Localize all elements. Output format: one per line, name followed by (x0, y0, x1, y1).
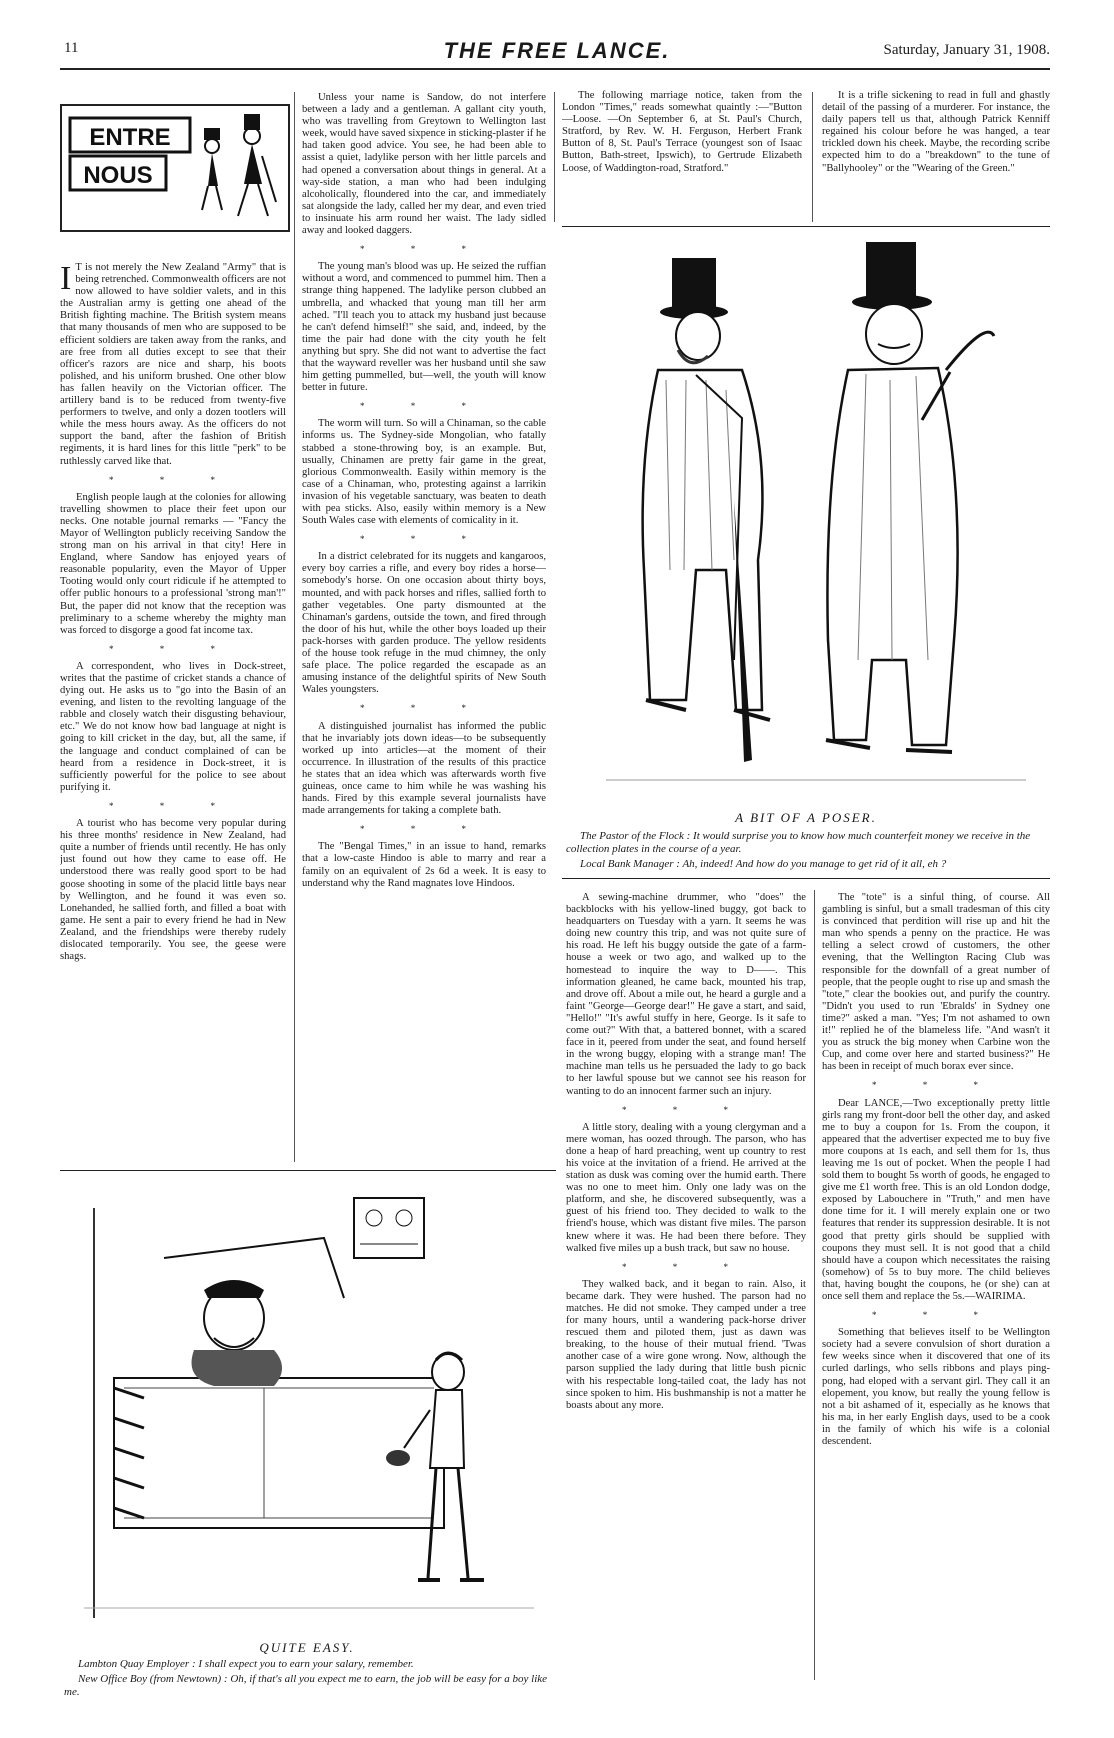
article-army-text: T is not merely the New Zealand "Army" that is being retrenched. Commonwealth officers are not now allowed to have soldier valets, and in this the Australian army is getting one ahead of the British fighting machine. The British system means that many thousands of men who are supposed to be efficient soldiers are taken away from the ranks, and are free from all duties except to see that their officer's razors are nice and sharp, his boots polished, and his uniform brushed. One other blow has fallen heavily on the Victorian officer. The artillery band is to be reduced from twenty-five performers to twelve, and only a dozen tootlers will while the mess hours away. As the officers do not support the band, after the fashion of British regiments, it is hard lines for this little "perk" to be ruthlessly carved like that. (60, 262, 286, 467)
article-journalist: A distinguished journalist has informed the public that he invariably jots down ideas—to be subsequently worked up into articles—at the moment of their occurrence. In illustration of the results of this practice he states that an idea which was afterwards worth five guineas, once came to him while he was washing his hands. Fired by this example several journalists have made arrangements for taking a complete bath. (302, 720, 546, 817)
cartoon-poser-title: A BIT OF A POSER. (735, 810, 877, 825)
separator-stars: * * * (360, 703, 488, 714)
section-rule (562, 226, 1050, 227)
poser-caption-line1: The Pastor of the Flock : It would surprise you to know how much counterfeit money we receive in the collection plates in the course of a year. (566, 830, 1031, 855)
entre-nous-illustration (62, 106, 284, 226)
article-clergyman: A little story, dealing with a young clergyman and a mere woman, has oozed through. The parson, who has done a heap of hard preaching, went up country to rest his voice at the invitation of a friend. He arrived at the station as dusk was coming over the humid earth. There was no one to meet him. Only one lady was on the platform, and she, he discovered subsequently, was a guest of his friend too. They decided to walk to the friend's house, which was distant five miles. The parson knew where it was. He had been there before. They walked five miles up a bush track, but saw no house. (566, 1121, 806, 1254)
page-number: 11 (64, 40, 79, 56)
separator-stars: * * * (622, 1104, 750, 1115)
marriage-notice-text: The following marriage notice, taken from the London "Times," reads somewhat quaintly :—"Button—Loose. —On September 6, at St. Paul's Church, Stratford, by Rev. W. H. Ferguson, Herbert Frank Button of 8, St. Paul's Terrace (youngest son of Isaac Button, Bath-street, Ipswich), to Gertrude Elizabeth Loose, of Waddington-road, Stratford." (562, 90, 802, 174)
separator-stars: * * * (360, 244, 488, 255)
section-rule (562, 878, 1050, 879)
article-army (60, 262, 286, 468)
separator-stars: * * * (360, 401, 488, 412)
easy-caption-line1: Lambton Quay Employer : I shall expect you to earn your salary, remember. (78, 1658, 414, 1670)
section-rule (60, 1170, 556, 1171)
article-chinaman: The worm will turn. So will a Chinaman, so the cable informs us. The Sydney-side Mongolian, who fatally stabbed a stone-throwing boy, is an example. But, usually, Chinamen are pretty fair game in the great, glorious Commonwealth. Easily within memory is the case of a Chinaman, who, protesting against a larrikin invasion of his vegetable sanctuary, was beaten to death with pea sticks. Also, easily within memory is a New South Wales case with elements of comicality in it. (302, 418, 546, 527)
separator-stars: * * * (872, 1310, 1000, 1321)
article-sandow: English people laugh at the colonies for allowing travelling showmen to place their feet upon our necks. One notable journal remarks — "Fancy the Mayor of Wellington publicly receiving Sandow the strong man on his arrival in that city! Here in England, where Sandow has enjoyed years of reasonable popularity, even the Mayor of Upper Tooting would only court ridicule if he attempted to offer public honours to a professional 'strong man'!" But, the paper did not know that the reception was preliminary to a scheme whereby the mighty man was forced to disgorge a good fat income tax. (60, 491, 286, 636)
separator-stars: * * * (109, 643, 237, 654)
article-nuggets: In a district celebrated for its nuggets and kangaroos, every boy carries a rifle, and every boy rides a horse—somebody's horse. On one occasion about thirty boys, mounted, and with pack horses and rifles, sallied forth to gather vegetables. One party dismounted at the Chinaman's gardens, outside the town, and fired through the door of his hut, while the other boys loaded up their pack-horses with garden produce. The yellow residents of the house took refuge in the mud chimney, the only safe place. The police regarded the escapade as an amusing instance of the delightful spirits of New South Wales youngsters. (302, 551, 546, 696)
article-marriage-notice (562, 90, 802, 222)
article-kenniff (822, 90, 1050, 222)
poser-caption-line2: Local Bank Manager : Ah, indeed! And how do you manage to get rid of it all, eh ? (580, 858, 947, 870)
article-bengal: The "Bengal Times," in an issue to hand, remarks that a low-caste Hindoo is able to marry and rear a family on an equivalent of 2s 6d a week. It is easy to understand why the Rand magnates love Hindoos. (302, 841, 546, 889)
easy-caption-line2: New Office Boy (from Newtown) : Oh, if that's all you expect me to earn, the job will be easy for a boy like me. (64, 1673, 548, 1698)
cartoon-easy-caption (64, 1658, 554, 1701)
separator-stars: * * * (872, 1080, 1000, 1091)
separator-stars: * * * (109, 474, 237, 485)
article-elopement: Something that believes itself to be Wellington society had a severe convulsion of short duration a few weeks since when it discovered that one of its curled darlings, who sells ribbons and plays ping-pong, had eloped with a servant girl. They call it an elopement, you know, but really the young fellow is not a bit ashamed of it, especially as he knows that his ma, in her early English days, used to be a cook in the family of which his wife is a colonial descendent. (822, 1327, 1050, 1448)
kenniff-text: It is a trifle sickening to read in full and ghastly detail of the passing of a murderer. For instance, the daily papers tell us that, although Patrick Kenniff regained his colour before he was hanged, a tear trickled down his cheek. Maybe, the recording scribe expected him to do a "breakdown" to the tune of "Ballyhooley" or the "Wearing of the Green." (822, 90, 1050, 174)
separator-stars: * * * (622, 1261, 750, 1272)
column-divider (814, 890, 815, 1680)
article-cricket: A correspondent, who lives in Dock-street, writes that the pastime of cricket stands a chance of dying out. He asks us to "go into the Basin of an evening, and listen to the revolting language of the rabble and closely watch their disgusting behaviour, etc." We do not know how bad language at night is going to kill cricket in the day, but, all the same, if the language and conduct complained of can be heard from a residence in Dock-street, it is sufficiently powerful for the police to see about purifying it. (60, 660, 286, 793)
cartoon-poser-caption (566, 830, 1050, 873)
column-1 (60, 262, 286, 1290)
entre-nous-masthead (60, 104, 290, 232)
separator-stars: * * * (109, 800, 237, 811)
separator-stars: * * * (360, 534, 488, 545)
cartoon-office-boy (64, 1178, 550, 1638)
pastor-banker-drawing (566, 240, 1046, 800)
issue-date: Saturday, January 31, 1908. (883, 42, 1050, 58)
article-tote: The "tote" is a sinful thing, of course. All gambling is sinful, but a small tradesman of this city is convinced that perdition will rise up and hit the man who spends a penny on the practice. He was telling a select crowd of customers, the other evening, that the Wellington Racing Club was responsible for the downfall of a great number of people, that the people ought to rise up and smash the "tote," clear the bookies out, and purify the country. "Didn't you used to run 'Ebralds' in Sydney one time?" asked a man. "Yes; I'm not ashamed to own it!" replied he of the blameless life. "And wasn't it you as struck the big money when Carbine won the Cup, and come over here and started business?" He has been in receipt of much borax ever since. (822, 892, 1050, 1073)
article-geese: A tourist who has become very popular during his three months' residence in New Zealand, had quite a number of friends until recently. He has only just found out how they came to ease off. He understood there was really good sport to be had goose shooting in some of the placid little bays near by Wellington, and he found it was even so. Lonehanded, he sallied forth, and filled a boat with game. He sent a pair to every friend he had in New Zealand, and the friendships were thereby rudely dislocated temporarily. You see, the geese were shags. (60, 818, 286, 963)
column-divider (294, 92, 295, 1162)
cartoon-easy-title: QUITE EASY. (259, 1640, 355, 1655)
article-coupon-letter: Dear LANCE,—Two exceptionally pretty little girls rang my front-door bell the other day, and asked me to buy a coupon for 1s. From the coupon, it appeared that the advertiser expected me to buy five more coupons at 1s each, and sell them for 1s, thus leaving me 1s out of pocket. When the people I had sold them to bought 5s worth of goods, he engaged to give me £1 worth free. This is an old London dodge, exposed by Labouchere in "Truth," and men have done time for it. I will merely explain one or two features that render its suppression desirable. It is not good that pretty girls should be supplied with coupons they must sell. It is not good that a child should have a coupon which necessitates the raising (somehow) of 5s to buy more. The child believes that, having bought the coupons, he (or she) can at once sell them and replace the 5s.—WAIRIMA. (822, 1097, 1050, 1302)
column-divider (812, 92, 813, 222)
article-train: Unless your name is Sandow, do not interfere between a lady and a gentleman. A gallant city youth, who was travelling from Greytown to Wellington last week, would have saved sixpence in sticking-plaster if he had taken good advice. You see, he had been able to assist a quiet, ladylike person with her little parcels and had opened a conversation about things in general. At a way-side station, a man who had been indulging alcoholically, floundered into the car, and immediately sat alongside the lady, called her my dear, and even tried to insinuate his arm round her waist. The lady sidled away and looked daggers. (302, 92, 546, 237)
article-clergyman-cont: They walked back, and it began to rain. Also, it became dark. They were hushed. The parson had no matches. He did not smoke. They camped under a tree for many hours, until a wandering pack-horse driver rescued them and piloted them, just as dawn was breaking, to the house of their mutual friend. 'Twas another case of a wire gone wrong. Now, although the parson supplied the lady during that little bush picnic with his respectable long-tailed coat, the lady has not since spoken to him. His bushmanship is not a matter he boasts about any more. (566, 1278, 806, 1411)
article-umbrella: The young man's blood was up. He seized the ruffian without a word, and commenced to pummel him. Then a strange thing happened. The ladylike person clubbed an umbrella, and whacked that young man till her arm ached. "I'll teach you to attack my husband just because he can't defend himself!" she said, and, indeed, by the time the pair had done with the city youth he felt anything but spry. She did not want to advertise the fact that the wayward reveller was her husband until she saw him getting pummelled, but—well, the youth will know better in future. (302, 261, 546, 394)
column-4 (822, 892, 1050, 1678)
drop-cap: I (60, 262, 72, 297)
logo-text-entre: ENTRE (89, 124, 171, 151)
office-boy-drawing (64, 1178, 550, 1638)
article-sewing-drummer: A sewing-machine drummer, who "does" the backblocks with his yellow-lined buggy, got back to headquarters on Tuesday with a yarn. It seems he was doing new country this trip, and was not quite sure of his road. He left his buggy outside the gate of a farm-house a week or two ago, and walked up to the homestead to inquire the way to D——. This information gleaned, he came back, mounted his trap, and drove off. About a mile out, he heard a gurgle and a faint "George—George dear!" He gave a start, and said, "Hello!" "It's awful stuffy in here, George. Is it safe to come out?" With that, a battered bonnet, with a scared face in it, peered from under the seat, and found herself in the wrong buggy, eloping with a strange man! The machine man tells us he persuaded the lady to go back to her lawful spouse but we cannot see his reason for wanting to do an innocent farmer such an injury. (566, 892, 806, 1097)
header-rule (60, 68, 1050, 70)
column-divider (554, 92, 555, 222)
separator-stars: * * * (360, 824, 488, 835)
cartoon-pastor-banker (566, 240, 1046, 800)
newspaper-title: THE FREE LANCE. (443, 38, 671, 63)
column-3 (566, 892, 806, 1678)
logo-text-nous: NOUS (83, 162, 153, 189)
column-2 (302, 92, 546, 1156)
